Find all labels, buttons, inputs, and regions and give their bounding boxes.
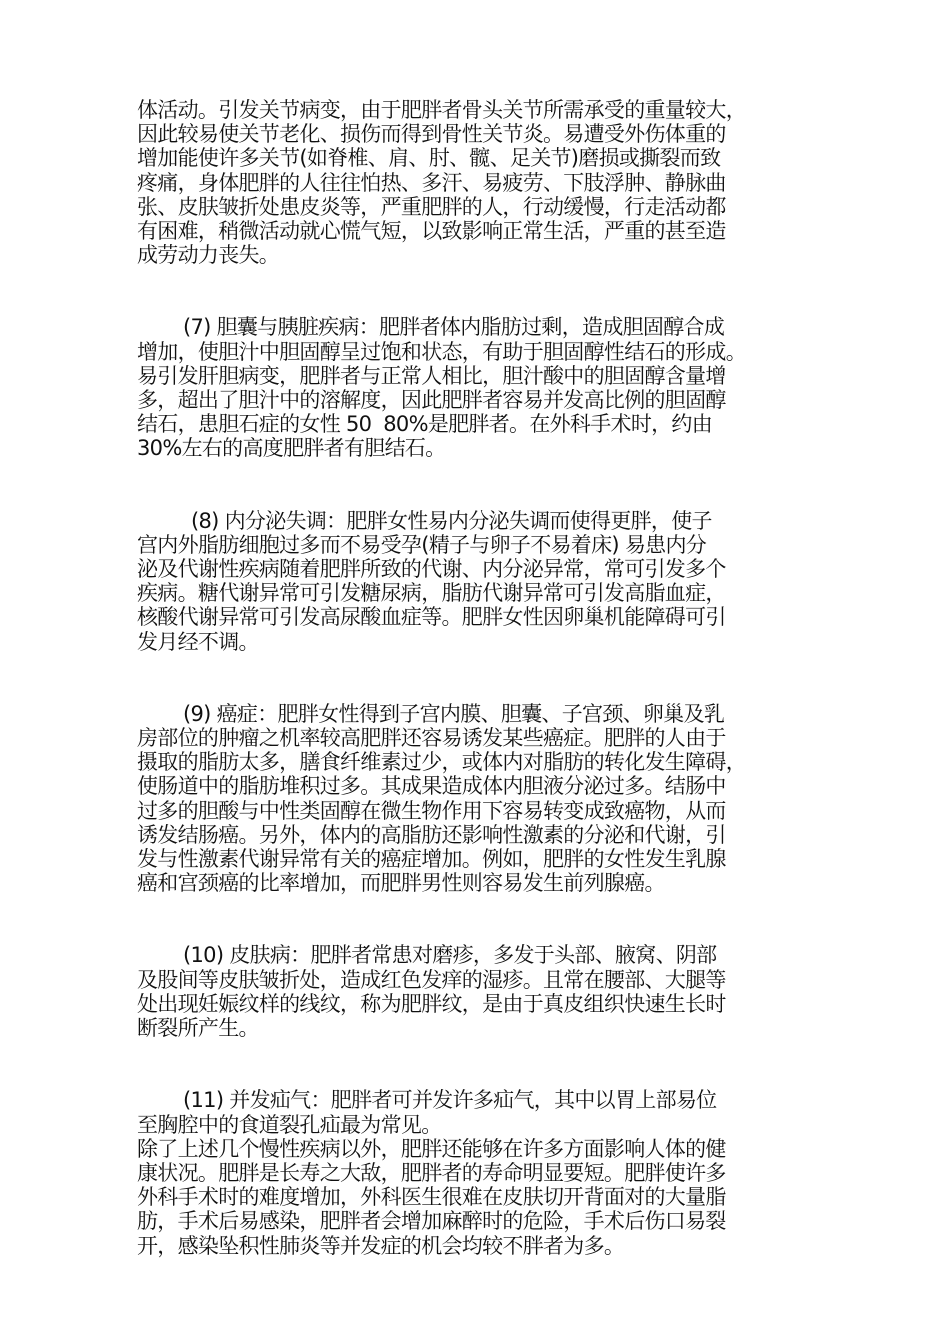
- text-line: 疼痛，身体肥胖的人往往怕热、多汗、易疲劳、下肢浮肿、静脉曲: [137, 170, 726, 195]
- text-line: 增加，使胆汁中胆固醇呈过饱和状态，有助于胆固醇性结石的形成。: [137, 339, 746, 364]
- text-line: 发与性激素代谢异常有关的癌症增加。例如，肥胖的女性发生乳腺: [137, 847, 726, 872]
- text-line: 宫内外脂肪细胞过多而不易受孕(精子与卵子不易着床) 易患内分: [137, 532, 707, 557]
- text-line: 多，超出了胆汁中的溶解度，因此肥胖者容易并发高比例的胆固醇: [137, 388, 726, 413]
- text-line: 康状况。肥胖是长寿之大敌，肥胖者的寿命明显要短。肥胖使许多: [137, 1160, 726, 1185]
- text-line: 外科手术时的难度增加，外科医生很难在皮肤切开背面对的大量脂: [137, 1185, 726, 1210]
- text-line: 断裂所产生。: [137, 1016, 259, 1041]
- text-line: 核酸代谢异常可引发高尿酸血症等。肥胖女性因卵巢机能障碍可引: [137, 605, 726, 630]
- paragraph-gap: [137, 267, 817, 315]
- section-heading-line: (7) 胆囊与胰脏疾病：肥胖者体内脂肪过剩，造成胆固醇合成: [183, 315, 725, 340]
- paragraph-gap: [137, 895, 817, 943]
- text-line: 处出现妊娠纹样的线纹，称为肥胖纹，是由于真皮组织快速生长时: [137, 991, 726, 1016]
- text-line: 肪，手术后易感染，肥胖者会增加麻醉时的危险，手术后伤口易裂: [137, 1209, 726, 1234]
- text-line: 房部位的肿瘤之机率较高肥胖还容易诱发某些癌症。肥胖的人由于: [137, 726, 726, 751]
- text-line: 泌及代谢性疾病随着肥胖所致的代谢、内分泌异常，常可引发多个: [137, 557, 726, 582]
- text-line: 过多的胆酸与中性类固醇在微生物作用下容易转变成致癌物，从而: [137, 798, 726, 823]
- text-line: 张、皮肤皱折处患皮炎等，严重肥胖的人，行动缓慢，行走活动都: [137, 194, 726, 219]
- text-line: 有困难，稍微活动就心慌气短，以致影响正常生活，严重的甚至造: [137, 219, 726, 244]
- paragraph-endocrine-disorder: [137, 509, 817, 654]
- section-heading-line: (10) 皮肤病：肥胖者常患对磨疹，多发于头部、腋窝、阴部: [183, 943, 717, 968]
- text-line: 除了上述几个慢性疾病以外，肥胖还能够在许多方面影响人体的健: [137, 1136, 726, 1161]
- text-line: 30%左右的高度肥胖者有胆结石。: [137, 436, 446, 461]
- text-line: 成劳动力丧失。: [137, 243, 280, 268]
- paragraph-gap: [137, 461, 817, 509]
- text-line: 至胸腔中的食道裂孔疝最为常见。: [137, 1112, 442, 1137]
- text-line: 诱发结肠癌。另外，体内的高脂肪还影响性激素的分泌和代谢，引: [137, 822, 726, 847]
- section-heading-line: (8) 内分泌失调：肥胖女性易内分泌失调而使得更胖，使子: [191, 508, 712, 533]
- section-heading-line: (11) 并发疝气：肥胖者可并发许多疝气，其中以胃上部易位: [183, 1088, 717, 1113]
- paragraph-gap: [137, 654, 817, 702]
- paragraph-gallbladder-disease: [137, 315, 817, 460]
- text-line: 开，感染坠积性肺炎等并发症的机会均较不胖者为多。: [137, 1233, 625, 1258]
- text-line: 体活动。引发关节病变，由于肥胖者骨头关节所需承受的重量较大，: [137, 98, 746, 122]
- text-line: 疾病。糖代谢异常可引发糖尿病，脂肪代谢异常可引发高脂血症，: [137, 581, 726, 606]
- text-line: 因此较易使关节老化、损伤而得到骨性关节炎。易遭受外伤体重的: [137, 122, 726, 147]
- text-line: 使肠道中的脂肪堆积过多。其成果造成体内胆液分泌过多。结肠中: [137, 774, 726, 799]
- text-line: 癌和宫颈癌的比率增加，而肥胖男性则容易发生前列腺癌。: [137, 871, 665, 896]
- paragraph-joint-disease: [137, 98, 817, 267]
- paragraph-gap: [137, 1040, 817, 1088]
- paragraph-hernia: [137, 1088, 817, 1257]
- text-line: 摄取的脂肪太多，膳食纤维素过少，或体内对脂肪的转化发生障碍，: [137, 750, 746, 775]
- text-line: 及股间等皮肤皱折处，造成红色发痒的湿疹。且常在腰部、大腿等: [137, 967, 726, 992]
- text-line: 易引发肝胆病变，肥胖者与正常人相比，胆汁酸中的胆固醇含量增: [137, 363, 726, 388]
- section-heading-line: (9) 癌症：肥胖女性得到子宫内膜、胆囊、子宫颈、卵巢及乳: [183, 701, 725, 726]
- paragraph-cancer: [137, 702, 817, 896]
- document-body: [137, 98, 817, 1258]
- text-line: 结石，患胆石症的女性 50 80%是肥胖者。在外科手术时，约由: [137, 412, 713, 437]
- text-line: 增加能使许多关节(如脊椎、肩、肘、髋、足关节)磨损或撕裂而致: [137, 146, 721, 171]
- text-line: 发月经不调。: [137, 629, 259, 654]
- paragraph-skin-disease: [137, 943, 817, 1040]
